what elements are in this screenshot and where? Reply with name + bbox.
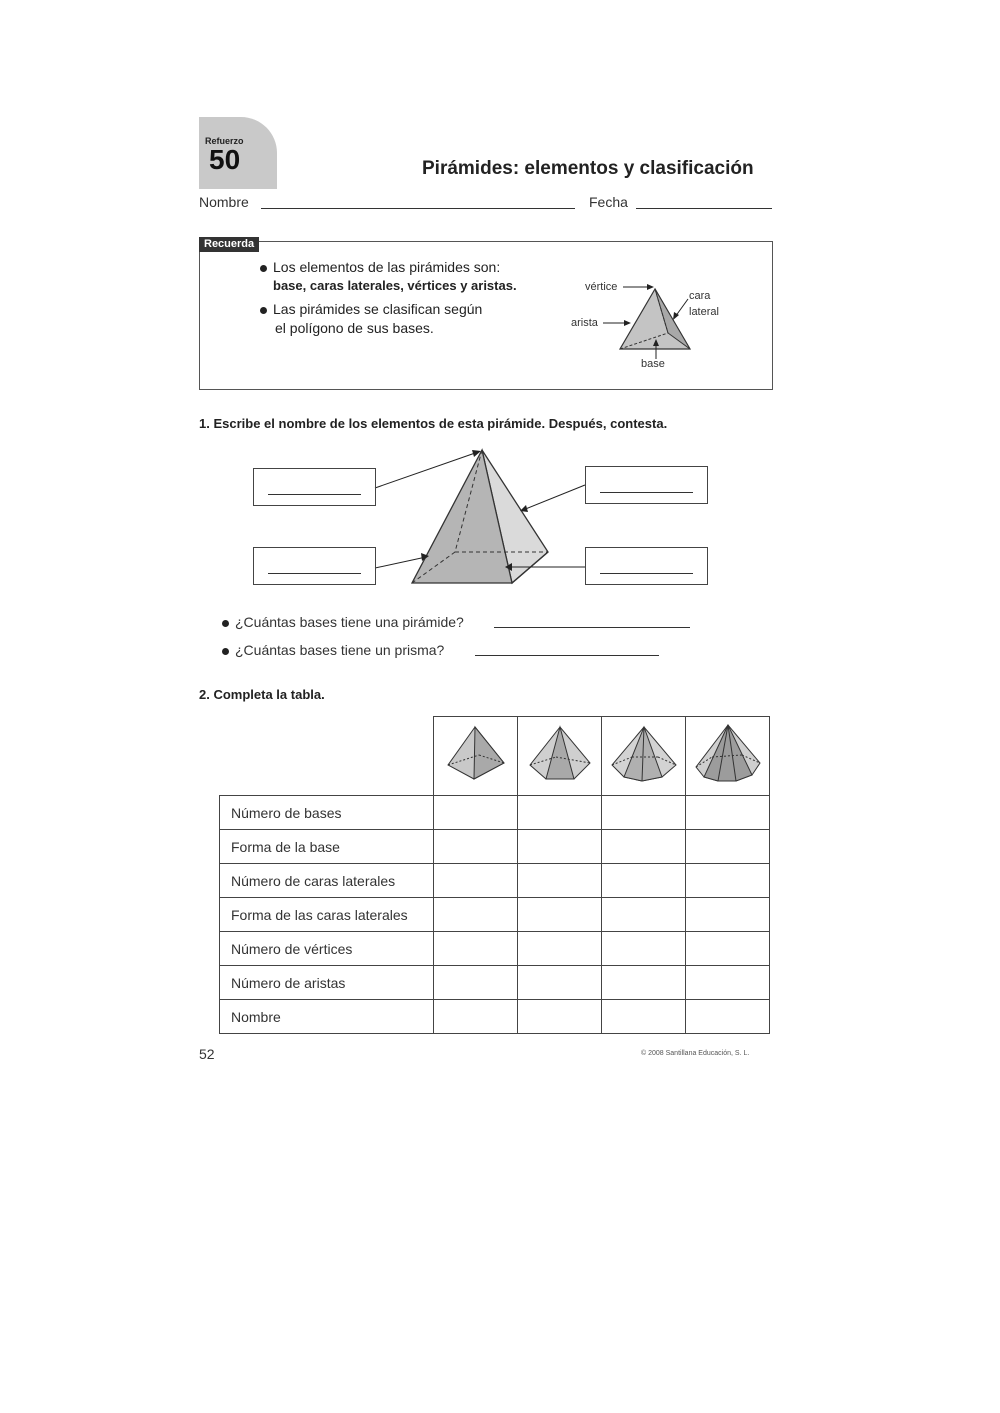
table-cell[interactable]	[686, 932, 770, 966]
copyright-text: © 2008 Santillana Educación, S. L.	[641, 1050, 750, 1057]
table-cell[interactable]	[686, 1000, 770, 1034]
row-label: Número de caras laterales	[220, 864, 434, 898]
table-cell[interactable]	[602, 830, 686, 864]
exercise-1-text: Escribe el nombre de los elementos de esta pirámide. Después, contesta.	[213, 416, 668, 431]
recuerda-bullet-1	[260, 257, 500, 277]
bullet-dot	[222, 648, 229, 655]
table-cell[interactable]	[434, 898, 518, 932]
exercise-1-number: 1.	[199, 416, 210, 431]
pyramid-cell-3	[602, 717, 686, 796]
page-title: Pirámides: elementos y clasificación	[422, 158, 754, 179]
unit-number: 50	[209, 144, 241, 175]
bullet-1-line-2: base, caras laterales, vértices y aristas.	[273, 278, 517, 293]
row-label: Forma de las caras laterales	[220, 898, 434, 932]
table-row	[220, 966, 770, 1000]
pyramid-cell-4	[686, 717, 770, 796]
table-cell[interactable]	[518, 966, 602, 1000]
question-2-text: ¿Cuántas bases tiene un prisma?	[235, 642, 445, 658]
table-row	[220, 830, 770, 864]
answer-line-q1[interactable]	[494, 627, 690, 628]
exercise-1-title	[199, 416, 667, 431]
table-cell[interactable]	[434, 966, 518, 1000]
exercise-2-number: 2.	[199, 687, 210, 702]
tab-refuerzo-label: Refuerzo	[205, 136, 244, 146]
table-cell[interactable]	[602, 966, 686, 1000]
question-2	[222, 642, 444, 658]
table-cell[interactable]	[434, 932, 518, 966]
date-label: Fecha	[589, 194, 628, 210]
row-label: Forma de la base	[220, 830, 434, 864]
table-cell[interactable]	[602, 864, 686, 898]
exercise-2-title	[199, 687, 325, 702]
table-row	[220, 864, 770, 898]
heptagonal-pyramid-icon	[686, 717, 769, 790]
date-field[interactable]	[636, 208, 772, 209]
table-cell[interactable]	[686, 864, 770, 898]
bullet-2-line-2: el polígono de sus bases.	[275, 320, 434, 336]
table-row	[220, 898, 770, 932]
table-cell[interactable]	[518, 898, 602, 932]
table-row	[220, 932, 770, 966]
table-cell[interactable]	[518, 932, 602, 966]
table-cell[interactable]	[518, 796, 602, 830]
label-vertice: vértice	[585, 281, 618, 293]
name-label: Nombre	[199, 194, 249, 210]
name-field[interactable]	[261, 208, 575, 209]
table-cell[interactable]	[602, 932, 686, 966]
table-cell[interactable]	[518, 864, 602, 898]
table-header-row	[220, 717, 770, 796]
table-cell[interactable]	[602, 1000, 686, 1034]
answer-box-base[interactable]	[585, 547, 708, 585]
table-cell[interactable]	[686, 966, 770, 1000]
table-cell[interactable]	[602, 898, 686, 932]
bullet-dot	[260, 307, 267, 314]
table-cell[interactable]	[434, 830, 518, 864]
question-1-text: ¿Cuántas bases tiene una pirámide?	[235, 614, 464, 630]
page-number: 52	[199, 1046, 215, 1062]
table-cell[interactable]	[602, 796, 686, 830]
table-cell[interactable]	[686, 830, 770, 864]
row-label: Número de vértices	[220, 932, 434, 966]
label-arista: arista	[571, 317, 598, 329]
bullet-1-line-1: Los elementos de las pirámides son:	[273, 259, 501, 275]
bullet-2-line-1: Las pirámides se clasifican según	[273, 301, 483, 317]
recuerda-bullet-2	[260, 299, 482, 319]
label-base: base	[641, 358, 665, 370]
answer-line-q2[interactable]	[475, 655, 659, 656]
bullet-dot	[222, 620, 229, 627]
table-cell[interactable]	[686, 898, 770, 932]
table-cell[interactable]	[434, 864, 518, 898]
pyramid-cell-1	[434, 717, 518, 796]
row-label: Número de aristas	[220, 966, 434, 1000]
hexagonal-pyramid-icon	[602, 717, 685, 790]
table-cell[interactable]	[518, 830, 602, 864]
bullet-dot	[260, 265, 267, 272]
table-cell[interactable]	[434, 1000, 518, 1034]
table-cell[interactable]	[518, 1000, 602, 1034]
table-cell[interactable]	[434, 796, 518, 830]
label-cara: cara	[689, 290, 711, 302]
empty-corner	[220, 717, 434, 796]
pyramid-table	[219, 716, 770, 1034]
pentagonal-pyramid-icon	[518, 717, 601, 790]
recuerda-tag: Recuerda	[199, 237, 259, 252]
row-label: Número de bases	[220, 796, 434, 830]
answer-box-vertice[interactable]	[253, 468, 376, 506]
table-cell[interactable]	[686, 796, 770, 830]
table-row	[220, 796, 770, 830]
question-1	[222, 614, 464, 630]
exercise-2-text: Completa la tabla.	[213, 687, 325, 702]
square-pyramid-icon	[434, 717, 517, 790]
answer-box-cara-lateral[interactable]	[585, 466, 708, 504]
row-label: Nombre	[220, 1000, 434, 1034]
pyramid-cell-2	[518, 717, 602, 796]
table-row	[220, 1000, 770, 1034]
label-lateral: lateral	[689, 306, 719, 318]
answer-box-arista[interactable]	[253, 547, 376, 585]
